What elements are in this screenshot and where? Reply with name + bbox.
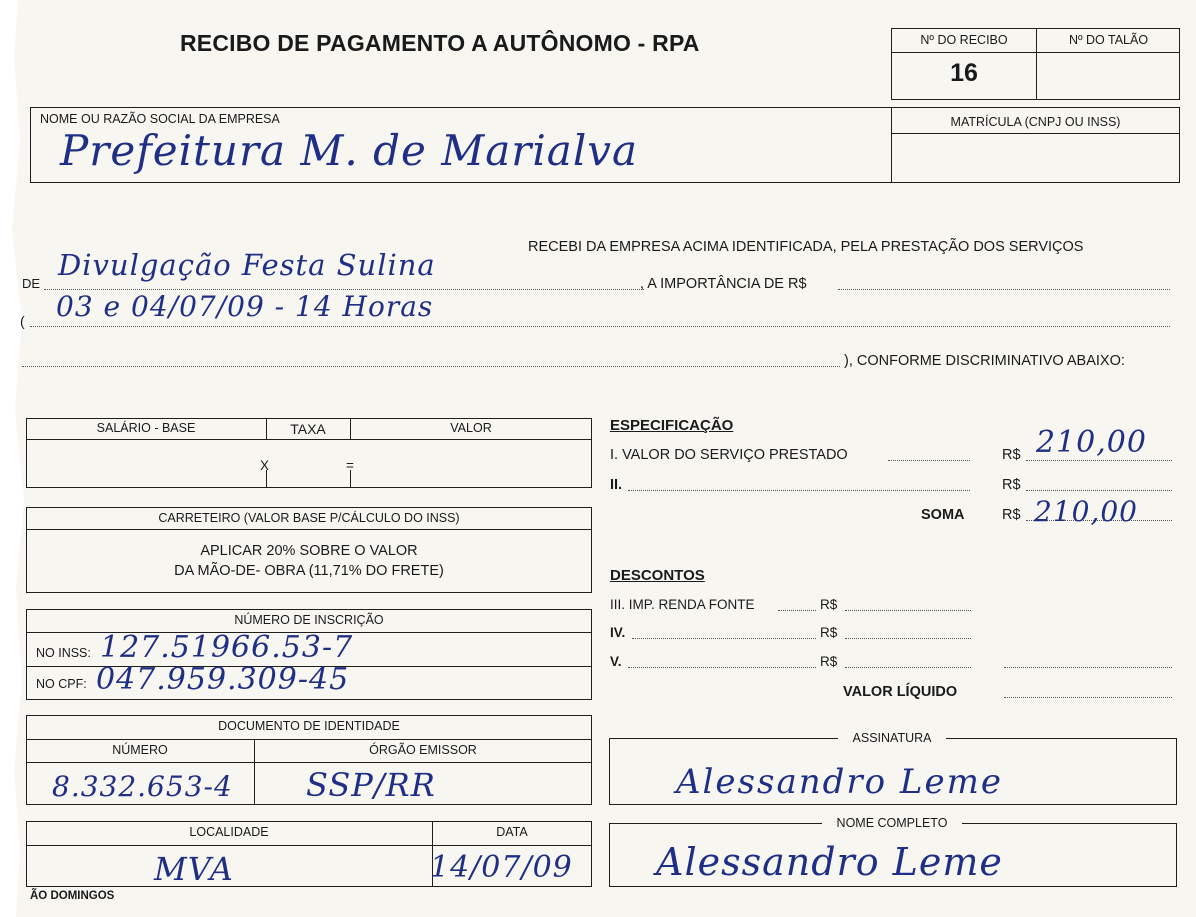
document-title: RECIBO DE PAGAMENTO A AUTÔNOMO - RPA (180, 30, 700, 56)
declaration-closing: ), CONFORME DISCRIMINATIVO ABAIXO: (844, 353, 1125, 369)
footer-printer-text: ÃO DOMINGOS (30, 890, 115, 902)
company-label: NOME OU RAZÃO SOCIAL DA EMPRESA (40, 112, 280, 126)
item1-currency: R$ (1002, 447, 1021, 463)
localidade-handwritten: MVA (154, 850, 234, 888)
rg-number-handwritten: 8.332.653-4 (52, 770, 233, 803)
receipt-number-label: Nº DO RECIBO (920, 33, 1008, 47)
declaration-intro: RECEBI DA EMPRESA ACIMA IDENTIFICADA, PELA PRESTAÇÃO DOS SERVIÇOS (528, 239, 1084, 255)
valor-header: VALOR (450, 421, 492, 435)
service-description-line1: Divulgação Festa Sulina (58, 248, 436, 282)
matricula-label: MATRÍCULA (CNPJ OU INSS) (950, 115, 1121, 129)
item1-value-handwritten: 210,00 (1036, 425, 1147, 460)
cpf-number-handwritten: 047.959.309-45 (96, 662, 350, 697)
signature-label: ASSINATURA (838, 731, 946, 745)
item3-currency: R$ (820, 597, 838, 612)
receipt-number-value: 16 (950, 59, 978, 87)
orgao-emissor-handwritten: SSP/RR (306, 766, 436, 804)
cpf-label: NO CPF: (36, 677, 87, 691)
equals-sign: = (346, 458, 354, 473)
identidade-header: DOCUMENTO DE IDENTIDADE (218, 719, 400, 733)
service-description-line2: 03 e 04/07/09 - 14 Horas (56, 290, 434, 323)
item4-label: IV. (610, 625, 626, 640)
signature-handwritten: Alessandro Leme (676, 762, 1003, 802)
item5-label: V. (610, 654, 622, 669)
numero-label: NÚMERO (112, 743, 168, 757)
paren-open: ( (20, 313, 25, 329)
date-handwritten: 14/07/09 (430, 850, 573, 885)
inss-label: NO INSS: (36, 646, 91, 660)
item4-currency: R$ (820, 625, 838, 640)
inscricao-header: NÚMERO DE INSCRIÇÃO (234, 613, 384, 627)
descontos-header: DESCONTOS (610, 567, 705, 584)
carreteiro-line1: APLICAR 20% SOBRE O VALOR (200, 543, 418, 559)
full-name-handwritten: Alessandro Leme (656, 840, 1003, 884)
carreteiro-line2: DA MÃO-DE- OBRA (11,71% DO FRETE) (174, 563, 444, 579)
multiply-sign: X (260, 458, 270, 473)
data-label: DATA (496, 825, 528, 839)
carreteiro-header: CARRETEIRO (VALOR BASE P/CÁLCULO DO INSS) (158, 511, 460, 525)
item5-currency: R$ (820, 654, 838, 669)
valor-liquido-label: VALOR LÍQUIDO (843, 684, 958, 700)
soma-label: SOMA (921, 507, 965, 523)
salary-base-header: SALÁRIO - BASE (96, 421, 196, 435)
localidade-label: LOCALIDADE (189, 825, 269, 839)
soma-currency: R$ (1002, 507, 1021, 523)
item1-label: I. VALOR DO SERVIÇO PRESTADO (610, 447, 848, 463)
de-label: DE (22, 276, 41, 291)
soma-value-handwritten: 210,00 (1034, 495, 1138, 528)
especificacao-header: ESPECIFICAÇÃO (610, 417, 734, 434)
taxa-header: TAXA (290, 421, 326, 437)
company-name-handwritten: Prefeitura M. de Marialva (60, 126, 639, 175)
item2-label: II. (610, 477, 623, 493)
importancia-label: , A IMPORTÂNCIA DE R$ (640, 276, 807, 292)
item2-currency: R$ (1002, 477, 1021, 493)
talao-label: Nº DO TALÃO (1068, 33, 1149, 47)
orgao-emissor-label: ÓRGÃO EMISSOR (369, 743, 477, 757)
item3-label: III. IMP. RENDA FONTE (610, 597, 755, 612)
inss-number-handwritten: 127.51966.53-7 (100, 630, 354, 665)
full-name-label: NOME COMPLETO (822, 816, 962, 830)
